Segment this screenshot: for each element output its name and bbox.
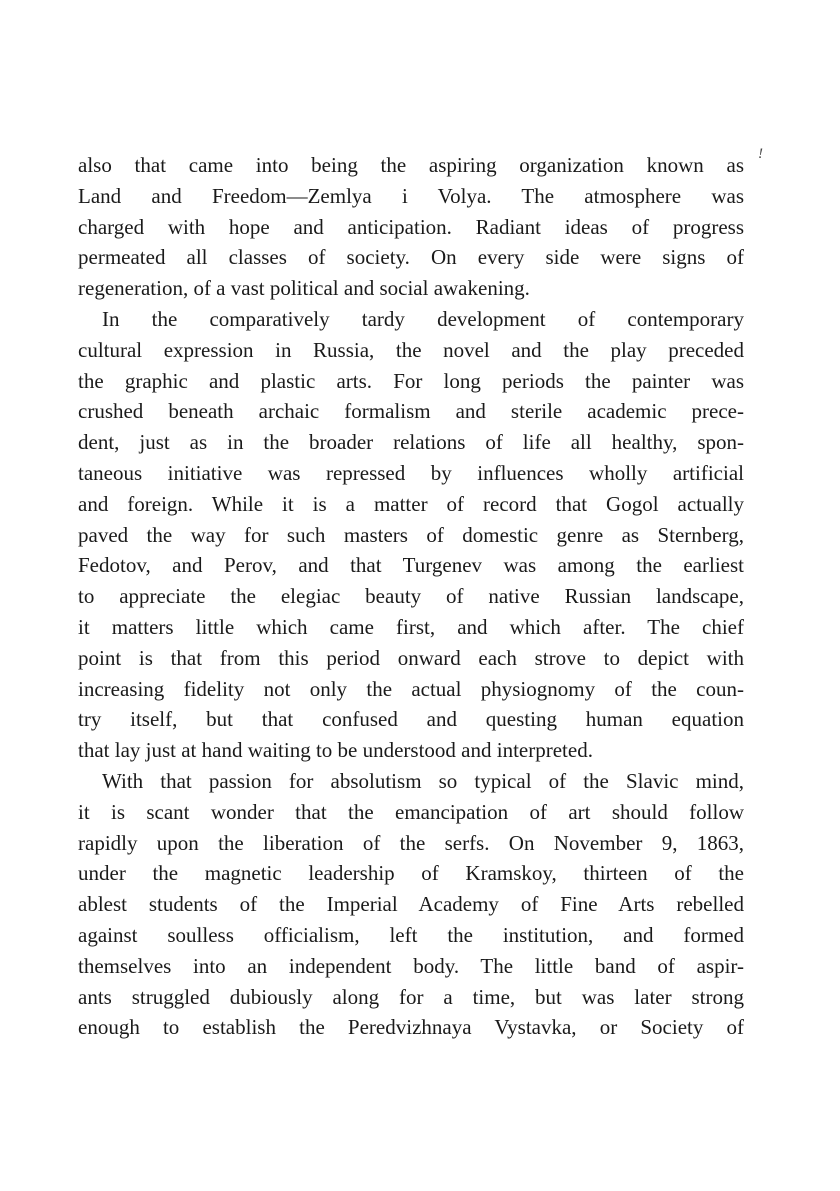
paragraph [78, 150, 744, 304]
text-line: crushed beneath archaic formalism and sterile academic prece- [78, 399, 744, 424]
text-line: increasing fidelity not only the actual physiognomy of the coun- [78, 676, 744, 701]
paragraph [78, 304, 744, 766]
text-line: regeneration, of a vast political and social awakening. [78, 276, 530, 301]
text-line: charged with hope and anticipation. Radiant ideas of progress [78, 214, 744, 239]
text-line: rapidly upon the liberation of the serfs. On November 9, 1863, [78, 830, 744, 855]
text-line: ants struggled dubiously along for a time, but was later strong [78, 984, 744, 1009]
text-line: paved the way for such masters of domestic genre as Sternberg, [78, 522, 744, 547]
text-line: that lay just at hand waiting to be understood and interpreted. [78, 738, 593, 763]
text-line: ablest students of the Imperial Academy of Fine Arts rebelled [78, 892, 744, 917]
text-line: point is that from this period onward each strove to depict with [78, 645, 744, 670]
text-line: enough to establish the Peredvizhnaya Vystavka, or Society of [78, 1015, 744, 1040]
text-line: dent, just as in the broader relations of life all healthy, spon- [78, 430, 744, 455]
text-line: Fedotov, and Perov, and that Turgenev was among the earliest [78, 553, 744, 578]
margin-mark: ! [758, 146, 763, 162]
text-line: In the comparatively tardy development of contemporary [102, 306, 744, 331]
text-line: it matters little which came first, and which after. The chief [78, 614, 744, 639]
text-line: also that came into being the aspiring organization known as [78, 153, 744, 177]
text-line: try itself, but that confused and questing human equation [78, 707, 744, 732]
body-text [78, 150, 744, 1043]
text-line: With that passion for absolutism so typical of the Slavic mind, [102, 768, 744, 793]
text-line: to appreciate the elegiac beauty of native Russian landscape, [78, 584, 744, 609]
text-line: it is scant wonder that the emancipation of art should follow [78, 799, 744, 824]
text-line: themselves into an independent body. The little band of aspir- [78, 953, 744, 978]
text-line: cultural expression in Russia, the novel and the play preceded [78, 337, 744, 362]
text-line: and foreign. While it is a matter of record that Gogol actually [78, 491, 744, 516]
paragraph [78, 766, 744, 1043]
text-line: Land and Freedom—Zemlya i Volya. The atmosphere was [78, 183, 744, 208]
text-line: against soulless officialism, left the institution, and formed [78, 922, 744, 947]
text-line: the graphic and plastic arts. For long periods the painter was [78, 368, 744, 393]
text-line: taneous initiative was repressed by influences wholly artificial [78, 460, 744, 485]
text-line: permeated all classes of society. On every side were signs of [78, 245, 744, 270]
text-line: under the magnetic leadership of Kramskoy, thirteen of the [78, 861, 744, 886]
